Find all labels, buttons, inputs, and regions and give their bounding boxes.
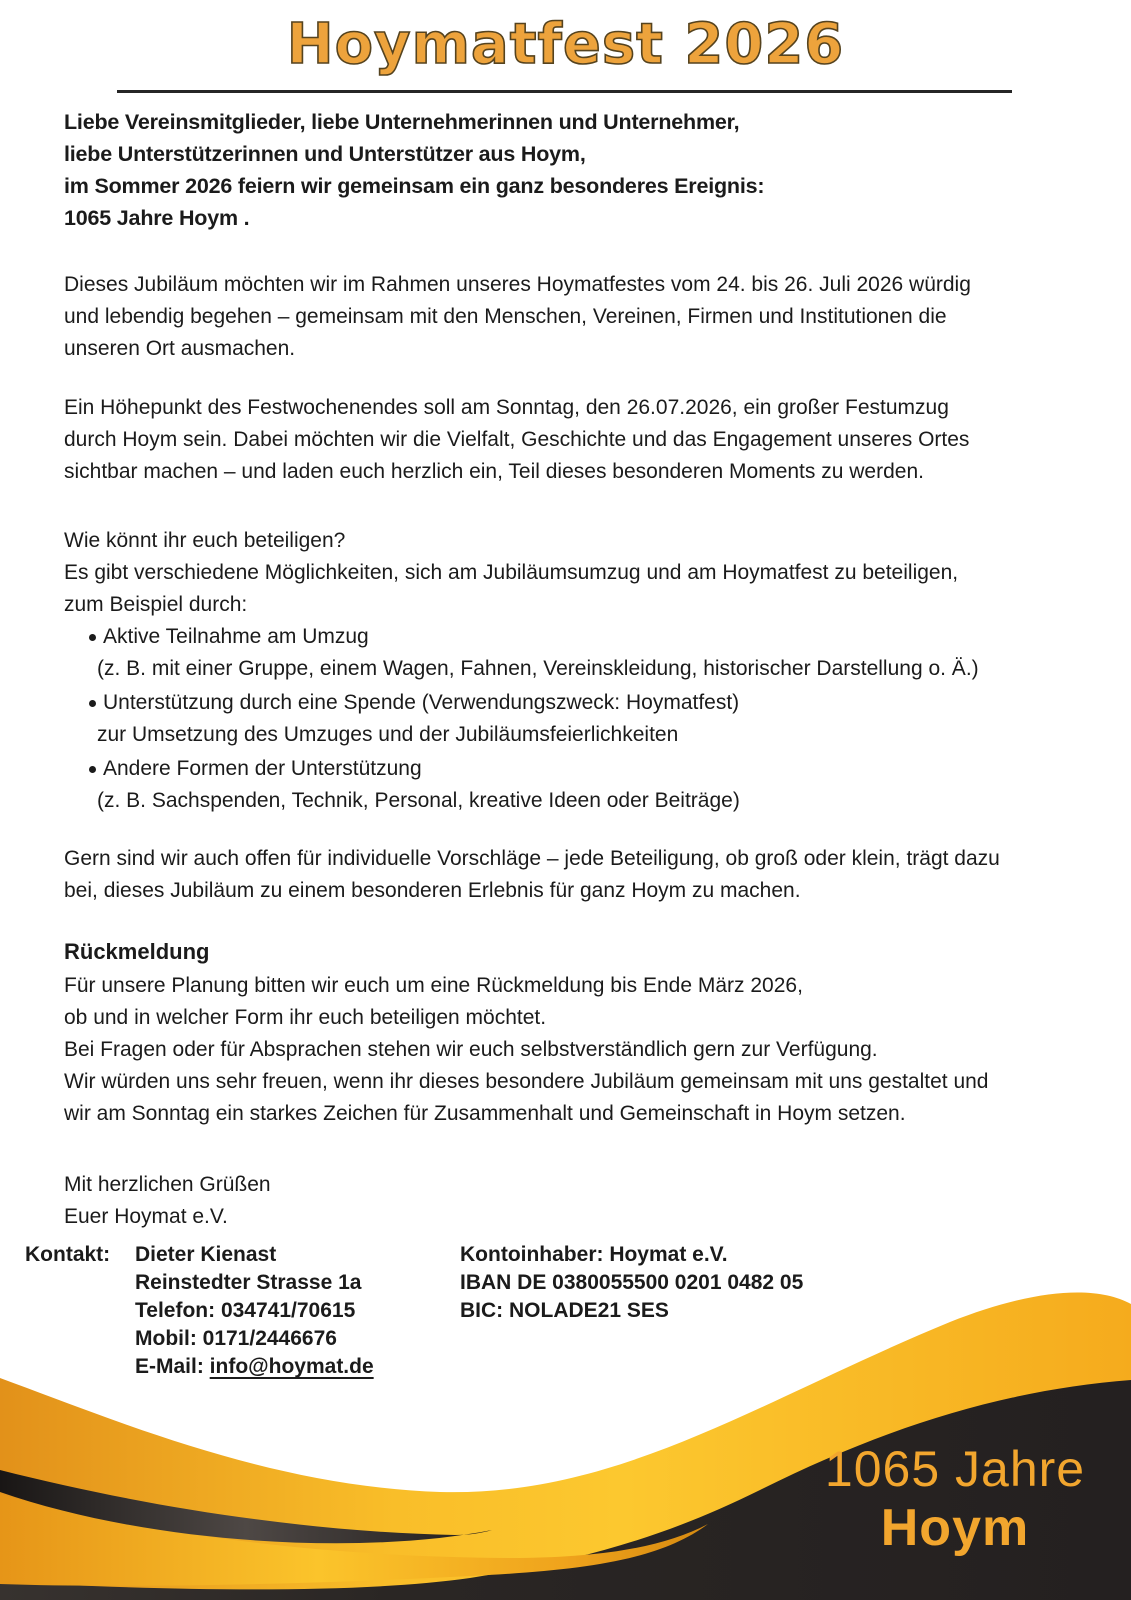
closing-line: Mit herzlichen Grüßen	[64, 1173, 271, 1196]
rueckmeldung-heading	[64, 936, 209, 968]
bullet-item	[64, 753, 979, 817]
paragraph-line: unseren Ort ausmachen.	[64, 337, 296, 360]
section-heading: Rückmeldung	[64, 939, 210, 964]
salutation-line: liebe Unterstützerinnen und Unterstützer aus Hoym,	[64, 142, 586, 166]
salutation-line: 1065 Jahre Hoym .	[64, 206, 250, 230]
title-underline	[117, 90, 1012, 93]
salutation-block	[64, 106, 764, 234]
bullet-sub: (z. B. mit einer Gruppe, einem Wagen, Fahnen, Vereinskleidung, historischer Darstellung o. Ä.)	[97, 657, 979, 680]
paragraph-festumzug	[64, 392, 969, 488]
anniversary-badge	[800, 1440, 1110, 1558]
page-title: Hoymatfest 2026	[286, 12, 845, 77]
bullet-main: Aktive Teilnahme am Umzug	[64, 621, 979, 653]
anniversary-town: Hoym	[880, 1499, 1030, 1557]
salutation-line: Liebe Vereinsmitglieder, liebe Unternehmerinnen und Unternehmer,	[64, 110, 740, 134]
bank-bic: BIC: NOLADE21 SES	[460, 1299, 669, 1322]
bullet-sub: (z. B. Sachspenden, Technik, Personal, kreative Ideen oder Beiträge)	[97, 789, 740, 812]
paragraph-line: ob und in welcher Form ihr euch beteiligen möchtet.	[64, 1006, 547, 1029]
closing-block	[64, 1169, 271, 1233]
bank-holder: Kontoinhaber: Hoymat e.V.	[460, 1243, 728, 1266]
paragraph-line: Dieses Jubiläum möchten wir im Rahmen unseres Hoymatfestes vom 24. bis 26. Juli 2026 würdig	[64, 273, 971, 296]
contact-email-label: E-Mail:	[135, 1355, 210, 1378]
bullet-sub: zur Umsetzung des Umzuges und der Jubiläumsfeierlichkeiten	[97, 723, 679, 746]
paragraph-line: bei, dieses Jubiläum zu einem besonderen Erlebnis für ganz Hoym zu machen.	[64, 879, 801, 902]
bullet-item	[64, 621, 979, 685]
bank-iban: IBAN DE 0380055500 0201 0482 05	[460, 1271, 804, 1294]
section-question: Wie könnt ihr euch beteiligen?	[64, 529, 346, 552]
participation-list	[64, 621, 979, 817]
paragraph-line: Es gibt verschiedene Möglichkeiten, sich am Jubiläumsumzug und am Hoymatfest zu beteiligen,	[64, 561, 959, 584]
contact-person-name: Dieter Kienast	[135, 1243, 277, 1266]
closing-line: Euer Hoymat e.V.	[64, 1205, 228, 1228]
paragraph-line: Bei Fragen oder für Absprachen stehen wir euch selbstverständlich gern zur Verfügung.	[64, 1038, 878, 1061]
paragraph-line: Gern sind wir auch offen für individuelle Vorschläge – jede Beteiligung, ob groß oder klein, trägt dazu	[64, 847, 1000, 870]
paragraph-line: Ein Höhepunkt des Festwochenendes soll am Sonntag, den 26.07.2026, ein großer Festumzug	[64, 396, 949, 419]
bullet-item	[64, 687, 979, 751]
paragraph-line: wir am Sonntag ein starkes Zeichen für Zusammenhalt und Gemeinschaft in Hoym setzen.	[64, 1102, 906, 1125]
paragraph-line: zum Beispiel durch:	[64, 593, 248, 616]
rueckmeldung-body	[64, 970, 988, 1130]
paragraph-line: Für unsere Planung bitten wir euch um eine Rückmeldung bis Ende März 2026,	[64, 974, 803, 997]
paragraph-line: sichtbar machen – und laden euch herzlich ein, Teil dieses besonderen Moments zu werden.	[64, 460, 924, 483]
paragraph-line: durch Hoym sein. Dabei möchten wir die Vielfalt, Geschichte und das Engagement unseres Ortes	[64, 428, 970, 451]
participation-section	[64, 525, 979, 819]
contact-phone: Telefon: 034741/70615	[135, 1299, 356, 1322]
bullet-main: Andere Formen der Unterstützung	[64, 753, 979, 785]
paragraph-jubilaeum	[64, 269, 971, 365]
paragraph-line: und lebendig begehen – gemeinsam mit den Menschen, Vereinen, Firmen und Institutionen die	[64, 305, 947, 328]
contact-email-link[interactable]: info@hoymat.de	[209, 1355, 374, 1378]
bullet-main: Unterstützung durch eine Spende (Verwendungszweck: Hoymatfest)	[64, 687, 979, 719]
anniversary-years: 1065 Jahre	[824, 1441, 1086, 1497]
contact-label-text: Kontakt:	[25, 1243, 111, 1266]
contact-mobile: Mobil: 0171/2446676	[135, 1327, 337, 1350]
paragraph-line: Wir würden uns sehr freuen, wenn ihr dieses besondere Jubiläum gemeinsam mit uns gestaltet und	[64, 1070, 989, 1093]
contact-address: Reinstedter Strasse 1a	[135, 1271, 362, 1294]
salutation-line: im Sommer 2026 feiern wir gemeinsam ein ganz besonderes Ereignis:	[64, 174, 765, 198]
paragraph-vorschlaege	[64, 843, 1000, 907]
